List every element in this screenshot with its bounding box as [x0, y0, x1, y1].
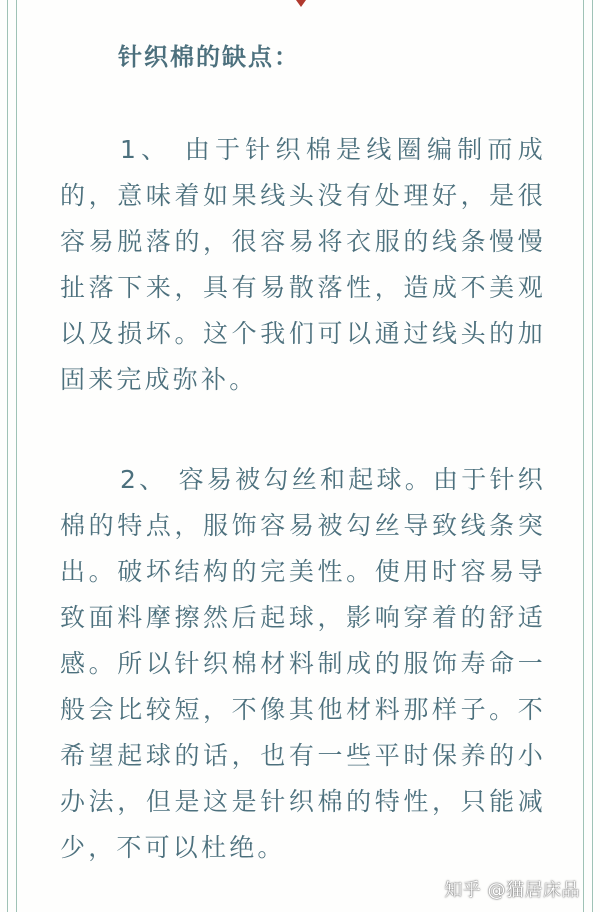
zhihu-watermark: 知乎 @猫居床品: [444, 880, 580, 901]
frame-line-right-inner: [583, 0, 584, 912]
frame-line-left-outer: [7, 0, 8, 912]
paragraph-2: 2、 容易被勾丝和起球。由于针织棉的特点，服饰容易被勾丝导致线条突出。破坏结构的完美性。使用时容易导致面料摩擦然后起球，影响穿着的舒适感。所以针织棉材料制成的服饰寿命一般会比较短，不像其他材料那样子。不希望起球的话，也有一些平时保养的小办法，但是这是针织棉的特性，只能减少，不可以杜绝。: [60, 465, 546, 862]
article-content: [60, 34, 546, 871]
top-decoration-mark: [296, 0, 306, 7]
frame-line-right-outer: [592, 0, 593, 912]
paragraph-1: 1、 由于针织棉是线圈编制而成的，意味着如果线头没有处理好，是很容易脱落的，很容易将衣服的线条慢慢扯落下来，具有易散落性，造成不美观以及损坏。这个我们可以通过线头的加固来完成弥补。: [60, 135, 546, 394]
frame-line-left-inner: [16, 0, 17, 912]
section-heading: 针织棉的缺点：: [118, 43, 300, 71]
